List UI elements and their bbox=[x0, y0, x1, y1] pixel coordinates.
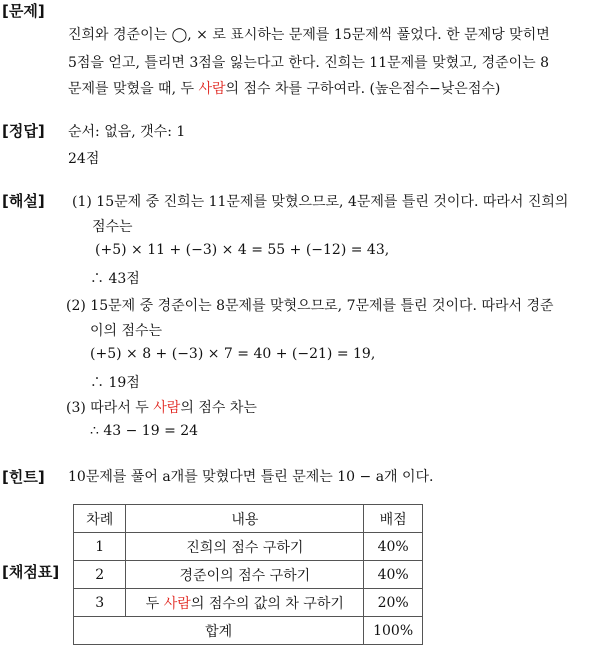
solution-3-a: (3) 따라서 두 bbox=[66, 400, 154, 416]
problem-line-3 bbox=[68, 78, 500, 98]
solution-2-line-b: 이의 점수는 bbox=[90, 323, 163, 339]
rubric-header-row bbox=[74, 505, 423, 533]
rubric-row-score: 40% bbox=[364, 561, 423, 589]
rubric-table bbox=[73, 504, 423, 645]
problem-highlight: 사람 bbox=[198, 81, 226, 97]
hint-text: 10문제를 풀어 a개를 맞혔다면 틀린 문제는 10 − a개 이다. bbox=[68, 469, 434, 485]
rubric-total-row bbox=[74, 617, 423, 645]
answer-meta: 순서: 없음, 갯수: 1 bbox=[68, 124, 186, 140]
rubric-row-content bbox=[126, 561, 364, 589]
rubric-row-content-a: 진희의 점수 구하기 bbox=[186, 539, 304, 556]
solution-3-result: ∴ 43 − 19 = 24 bbox=[90, 423, 199, 439]
solution-1-result: ∴ 43점 bbox=[90, 271, 140, 287]
rubric-header-content: 내용 bbox=[126, 505, 364, 533]
answer-value: 24점 bbox=[68, 151, 100, 167]
rubric-row-no: 3 bbox=[74, 589, 126, 617]
rubric-row-content-a: 두 bbox=[145, 595, 164, 612]
rubric-row-highlight: 사람 bbox=[163, 595, 191, 612]
solution-highlight: 사람 bbox=[153, 400, 181, 416]
rubric-header-score: 배점 bbox=[364, 505, 423, 533]
rubric-row-no: 2 bbox=[74, 561, 126, 589]
rubric-row bbox=[74, 533, 423, 561]
rubric-row-score: 20% bbox=[364, 589, 423, 617]
rubric-row-content bbox=[126, 533, 364, 561]
solution-3-line bbox=[66, 397, 257, 417]
rubric-row-score: 40% bbox=[364, 533, 423, 561]
solution-2-equation: (+5) × 8 + (−3) × 7 = 40 + (−21) = 19, bbox=[90, 346, 376, 362]
answer-label: [정답] bbox=[2, 122, 45, 140]
problem-line-3-a: 문제를 맞혔을 때, 두 bbox=[68, 81, 199, 97]
rubric-row bbox=[74, 561, 423, 589]
solution-1-line-a: (1) 15문제 중 진희는 11문제를 맞혔으므로, 4문제를 틀린 것이다. 따라서 진희의 bbox=[72, 194, 569, 210]
solution-label: [해설] bbox=[2, 192, 45, 210]
rubric-row-no: 1 bbox=[74, 533, 126, 561]
solution-2-line-a: (2) 15문제 중 경준이는 8문제를 맞혓으므로, 7문제를 틀린 것이다. 따라서 경준 bbox=[66, 298, 554, 314]
problem-line-3-b: 의 점수 차를 구하여라. (높은점수−낮은점수) bbox=[225, 81, 501, 97]
rubric-row bbox=[74, 589, 423, 617]
rubric-total-score: 100% bbox=[364, 617, 423, 645]
problem-line-2: 5점을 얻고, 틀리면 3점을 잃는다고 한다. 진희는 11문제를 맞혔고, 경준이는 8 bbox=[68, 55, 550, 71]
solution-2-result: ∴ 19점 bbox=[90, 375, 140, 391]
rubric-row-content-b: 의 점수의 값의 차 구하기 bbox=[190, 595, 344, 612]
hint-label: [힌트] bbox=[2, 468, 45, 486]
rubric-row-content bbox=[126, 589, 364, 617]
rubric-total-label: 합계 bbox=[74, 617, 364, 645]
rubric-header-order: 차례 bbox=[74, 505, 126, 533]
solution-1-equation: (+5) × 11 + (−3) × 4 = 55 + (−12) = 43, bbox=[95, 242, 390, 258]
rubric-row-content-a: 경준이의 점수 구하기 bbox=[179, 567, 311, 584]
solution-3-b: 의 점수 차는 bbox=[180, 400, 257, 416]
rubric-label: [채점표] bbox=[2, 563, 60, 581]
problem-label: [문제] bbox=[2, 2, 45, 20]
problem-line-1: 진희와 경준이는 ◯, × 로 표시하는 문제를 15문제씩 풀었다. 한 문제당 맞히면 bbox=[68, 27, 550, 43]
solution-1-line-b: 점수는 bbox=[92, 219, 133, 235]
